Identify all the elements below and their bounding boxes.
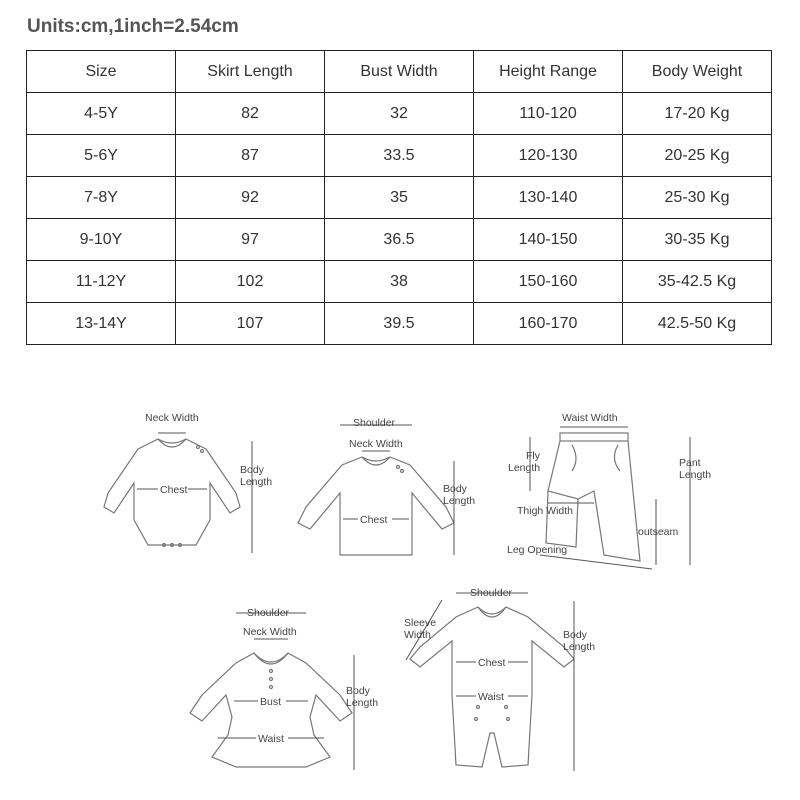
romper-outline: [410, 607, 574, 767]
table-row: [27, 135, 772, 177]
header-bust-width: Bust Width: [325, 51, 474, 93]
table-cell: 33.5: [325, 135, 474, 177]
table-cell: 11-12Y: [27, 261, 176, 303]
table-cell: 120-130: [474, 135, 623, 177]
table-cell: 87: [176, 135, 325, 177]
table-row: [27, 261, 772, 303]
dress-button: [270, 670, 273, 673]
table-cell: 5-6Y: [27, 135, 176, 177]
dress-waist-label: Waist: [258, 733, 284, 745]
bodysuit-chest-label: Chest: [160, 484, 188, 496]
table-row: [27, 219, 772, 261]
pants-pocket: [614, 445, 620, 471]
header-height-range: Height Range: [474, 51, 623, 93]
dress-length-label-1: Body: [346, 685, 370, 697]
top-chest-label: Chest: [360, 514, 388, 526]
table-header-row: [27, 51, 772, 93]
table-row: [27, 303, 772, 345]
dress-neck-label: Neck Width: [243, 626, 297, 638]
table-row: [27, 93, 772, 135]
pants-leg-opening-label: Leg Opening: [507, 544, 568, 556]
bodysuit-diagram: [104, 412, 272, 553]
romper-shoulder-label: Shoulder: [470, 587, 513, 599]
table-cell: 140-150: [474, 219, 623, 261]
header-size: Size: [27, 51, 176, 93]
dress-button: [270, 686, 273, 689]
romper-waist-label: Waist: [478, 691, 504, 703]
dress-length-label-2: Length: [346, 697, 379, 709]
table-cell: 42.5-50 Kg: [623, 303, 772, 345]
table-cell: 4-5Y: [27, 93, 176, 135]
romper-length-label-1: Body: [563, 629, 587, 641]
bodysuit-button: [201, 450, 204, 453]
pants-fly-label-1: Fly: [526, 450, 540, 462]
header-skirt-length: Skirt Length: [176, 51, 325, 93]
romper-snap: [475, 718, 478, 721]
romper-snap: [505, 706, 508, 709]
table-cell: 9-10Y: [27, 219, 176, 261]
pants-leg-opening-dim: [540, 555, 652, 569]
table-row: [27, 177, 772, 219]
top-button: [397, 466, 400, 469]
romper-snap: [507, 718, 510, 721]
romper-diagram: [404, 587, 595, 771]
pants-outseam-label: outseam: [638, 526, 679, 538]
table-cell: 110-120: [474, 93, 623, 135]
table-cell: 17-20 Kg: [623, 93, 772, 135]
pants-waistband: [560, 433, 628, 441]
pants-outline: [548, 441, 640, 561]
table-cell: 160-170: [474, 303, 623, 345]
bodysuit-neck-label: Neck Width: [145, 412, 199, 424]
pants-fly-label-2: Length: [508, 462, 541, 474]
table-cell: 13-14Y: [27, 303, 176, 345]
table-cell: 82: [176, 93, 325, 135]
pants-diagram: [507, 412, 711, 569]
units-note: Units:cm,1inch=2.54cm: [27, 16, 239, 37]
romper-snap: [477, 706, 480, 709]
table-cell: 7-8Y: [27, 177, 176, 219]
table-cell: 35: [325, 177, 474, 219]
top-outline: [298, 457, 454, 555]
table-cell: 36.5: [325, 219, 474, 261]
dress-diagram: [190, 607, 378, 770]
table-cell: 39.5: [325, 303, 474, 345]
table-cell: 20-25 Kg: [623, 135, 772, 177]
table-cell: 38: [325, 261, 474, 303]
table-cell: 107: [176, 303, 325, 345]
pants-left-leg: [546, 491, 578, 547]
top-neck-label: Neck Width: [349, 438, 403, 450]
header-body-weight: Body Weight: [623, 51, 772, 93]
top-shoulder-label: Shoulder: [353, 417, 396, 429]
table-cell: 32: [325, 93, 474, 135]
romper-chest-label: Chest: [478, 657, 506, 669]
table-cell: 30-35 Kg: [623, 219, 772, 261]
diagrams-svg: [0, 395, 800, 800]
dress-shoulder-label: Shoulder: [247, 607, 290, 619]
dress-bust-label: Bust: [260, 696, 282, 708]
top-length-label-1: Body: [443, 483, 467, 495]
table-cell: 92: [176, 177, 325, 219]
romper-sleeve-label-1: Sleeve: [404, 617, 437, 629]
bodysuit-button: [197, 446, 200, 449]
table-cell: 150-160: [474, 261, 623, 303]
measurement-diagrams: [0, 395, 800, 800]
pants-waist-label: Waist Width: [562, 412, 618, 424]
size-chart-table: [26, 50, 772, 345]
table-cell: 130-140: [474, 177, 623, 219]
table-cell: 25-30 Kg: [623, 177, 772, 219]
table-cell: 35-42.5 Kg: [623, 261, 772, 303]
table-cell: 97: [176, 219, 325, 261]
pants-length-label-1: Pant: [679, 457, 701, 469]
top-length-label-2: Length: [443, 495, 476, 507]
romper-collar: [478, 607, 506, 617]
bodysuit-length-label-2: Length: [240, 476, 273, 488]
top-button: [401, 470, 404, 473]
bodysuit-length-label-1: Body: [240, 464, 264, 476]
dress-button: [270, 678, 273, 681]
romper-length-label-2: Length: [563, 641, 596, 653]
pants-length-label-2: Length: [679, 469, 712, 481]
pants-thigh-label: Thigh Width: [517, 505, 574, 517]
table-cell: 102: [176, 261, 325, 303]
romper-sleeve-label-2: Width: [404, 629, 431, 641]
top-diagram: [298, 417, 475, 555]
pants-pocket: [572, 445, 576, 471]
